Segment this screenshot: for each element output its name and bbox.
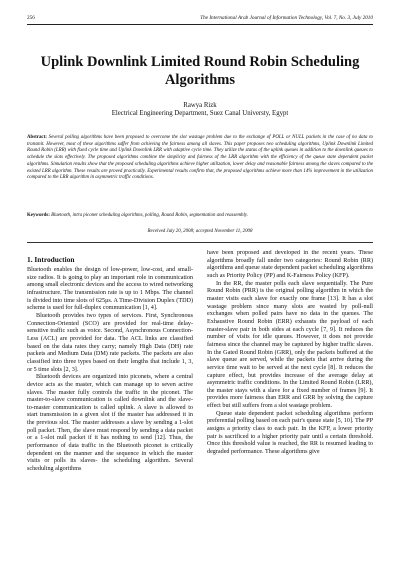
abstract-text: Several polling algorithms have been proposed to overcome the slot wastage problem due to the exchange of POLL or NULL packets in the case of no data to transmit. However, most of these algorithms suffer from achieving the fairness among all slaves. This paper proposes two scheduling algorithms, Uplink Downlink Limited Round Robin (LRR) with fixed cycle time and Uplink Downlink LRR with adaptive cycle time. They utilize the status of the uplink queues in addition to the downlink queues to schedule the slots effectively. The proposed algorithms combine the simplicity and fairness of the LRR algorithm with the efficiency of the queue state dependent packet algorithms. Simulation results show that the proposed scheduling algorithms achieve higher utilization, lower delay and reasonable fairness among the slaves compared to the existed LRR algorithm. These results are proved practically. Experimental results confirm that, the proposed algorithms achieve more than 14% improvement in the utilization compared to the LRR algorithm in asymmetric traffic conditions. (27, 135, 373, 181)
left-column (27, 250, 193, 550)
abstract-label: Abstract: (27, 135, 47, 140)
author-block (27, 102, 373, 118)
author-name: Rawya Rizk (183, 102, 217, 109)
journal-citation: The International Arab Journal of Information Technology, Vol. 7, No. 3, July 2010 (200, 15, 373, 21)
body-paragraph: have been proposed and developed in the recent years. These algorithms broadly fall under two categories: Round Robin (RR) algorithms and queue state dependent packet scheduling algorithms such as Priority Policy (PP) and K-Fairness Policy (KFP). (207, 250, 373, 279)
paper-title: Uplink Downlink Limited Round Robin Scheduling Algorithms (40, 54, 360, 88)
body-paragraph: Bluetooth provides two types of services. First, Synchronous Connection-Oriented (SCO) are provided for real-time delay-sensitive traffic such as voice. Second, Asynchronous Connection-Less (ACL) are provided for data. The ACL links are classified based on the data rates they carry; namely High Data (DH) rate packets and Medium Data (DM) rate packets. The packets are also classified into three types based on their lengths that include 1, 3, or 5 time slots [2, 3]. (27, 312, 193, 373)
right-column (207, 250, 373, 550)
section-heading: 1. Introduction (27, 255, 75, 264)
abstract (27, 135, 373, 182)
received-dates: Received July 20, 2008; accepted November 11, 2008 (147, 229, 253, 234)
header-rule (27, 24, 373, 25)
keywords (27, 213, 373, 220)
page-number: 256 (27, 15, 35, 21)
body-paragraph: Bluetooth enables the design of low-power, low-cost, and small-size radios. It is going to play an important role in communication among small electronic devices and the access to wired networking infrastructure. The transmission rate is up to 1 Mbps. The channel is divided into time slots of 625μs. A Time-Division Duplex (TDD) scheme is used for full-duplex communication [1, 4]. (27, 267, 193, 312)
body-paragraph: Queue state dependent packet scheduling algorithms perform preferential polling based on each pair's queue state [5, 10]. The PP assigns a priority class to each pair. In the KFP, a lower priority pair is sacrificed to a higher priority pair until a certain threshold. Once this threshold value is reached, the RR is resumed leading to degraded performance. These algorithms give (207, 410, 373, 456)
keywords-label: Keywords: (27, 213, 50, 218)
keywords-text: Bluetooth, intra piconet scheduling algorithms, polling, Round Robin, segmentation and reassembly. (51, 213, 248, 218)
body-paragraph: Bluetooth devices are organized into piconets, where a central device acts as the master, which can manage up to seven active slaves. The master fully controls the traffic in the piconet. The master-to-slave communication is called downlink and the slave-to-master communication is called uplink. A slave is allowed to start transmission in a given slot if the master has addressed it in the previous slot. The master addresses a slave by sending a 1-slot poll packet. Then, the slave must respond by sending a data packet or a 1-slot null packet if it has nothing to send [12]. Thus, the performance of data traffic in the Bluetooth piconet is critically dependent on the manner and the sequence in which the master visits or polls its slaves- the scheduling algorithm. Several scheduling algorithms (27, 374, 193, 473)
author-affiliation: Electrical Engineering Department, Suez Canal Universty, Egypt (111, 110, 289, 117)
abstract-rule (27, 242, 373, 243)
body-paragraph: In the RR, the master polls each slave sequentially. The Pure Round Robin (PRR) is the original polling algorithm in which the master visits each slave for exactly one frame [13]. It has a slot wastage problem since many slots are wasted by poll-null exchanges when polled pairs have no data in the queues. The Exhaustive Round Robin (ERR) exhausts the payload of each master-slave pair in both sides at each cycle [7, 9]. It reduces the number of visits for idle queues. However, it does not provide fairness since the channel may be captured by higher traffic slaves. In the Gated Round Robin (GRR), only the packets buffered at the slave queue are served, while the packets that arrive during the service time wait to be served at the next cycle [8]. It reduces the capture effect, but provides increase of the average delay at asymmetric traffic conditions. In the Limited Round Robin (LRR), the master stays with a slave for a fixed number of frames [9]. It provides more fairness than ERR and GRR by solving the capture effect but still suffers from a slot wastage problem. (207, 280, 373, 410)
